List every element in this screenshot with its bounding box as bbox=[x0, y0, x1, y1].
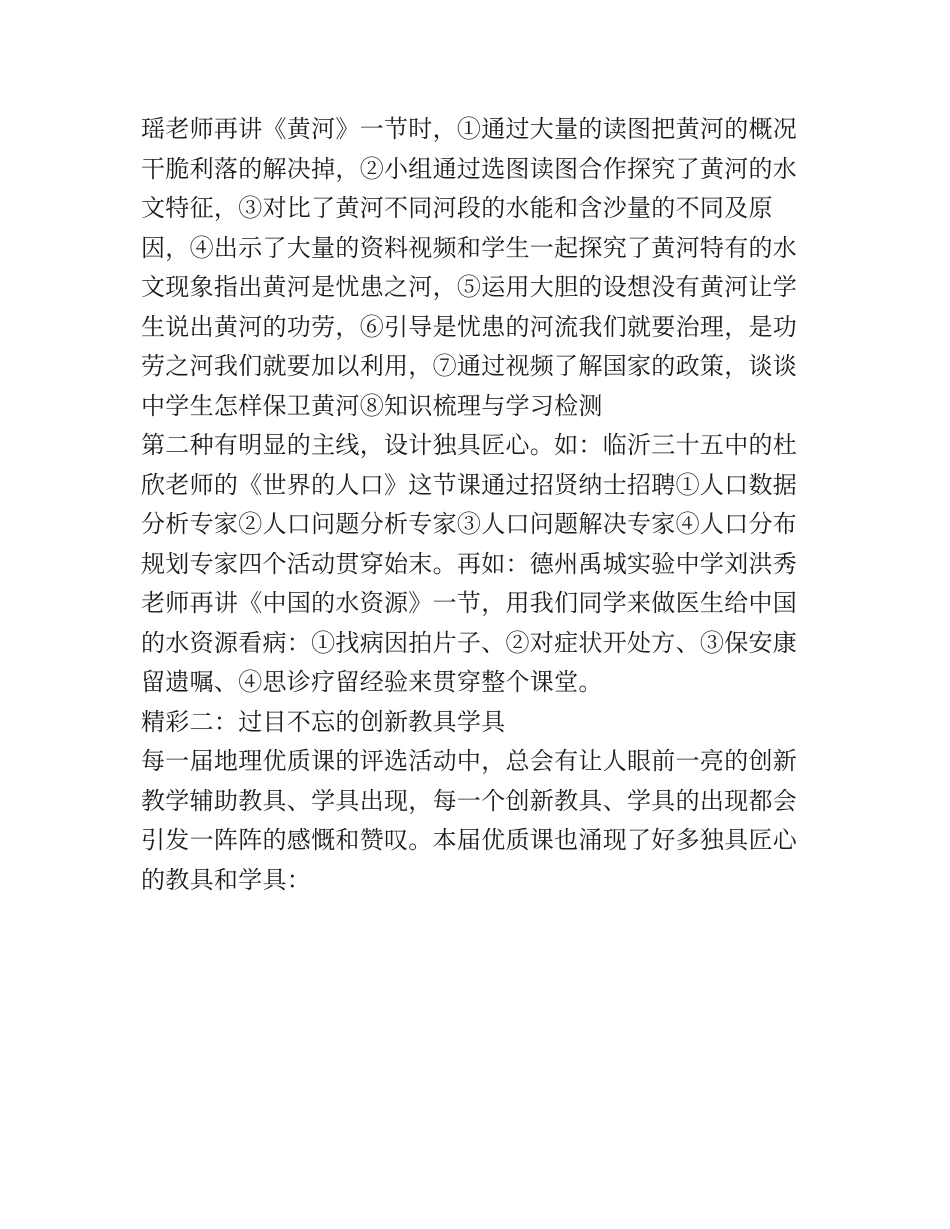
text-line: 的教具和学具： bbox=[141, 865, 312, 894]
text-line: 老师再讲《中国的水资源》一节，用我们同学来做医生给中国 bbox=[141, 589, 798, 617]
text-line: 留遗嘱、④思诊疗留经验来贯穿整个课堂。 bbox=[141, 668, 603, 696]
text-line: 生说出黄河的功劳，⑥引导是忧患的河流我们就要治理，是功 bbox=[141, 312, 798, 341]
text-line: 分析专家②人口问题分析专家③人口问题解决专家④人口分布 bbox=[141, 510, 798, 538]
text-line: 文现象指出黄河是忧患之河，⑤运用大胆的设想没有黄河让学 bbox=[141, 273, 798, 301]
text-line: 瑶老师再讲《黄河》一节时，①通过大量的读图把黄河的概况 bbox=[141, 115, 798, 143]
text-line: 干脆利落的解决掉，②小组通过选图读图合作探究了黄河的水 bbox=[141, 154, 798, 183]
text-line: 第二种有明显的主线，设计独具匠心。如：临沂三十五中的杜 bbox=[141, 431, 798, 459]
text-line: 因，④出示了大量的资料视频和学生一起探究了黄河特有的水 bbox=[141, 233, 798, 262]
section-heading: 精彩二：过目不忘的创新教具学具 bbox=[141, 707, 506, 736]
text-line: 劳之河我们就要加以利用，⑦通过视频了解国家的政策，谈谈 bbox=[141, 352, 798, 380]
text-line: 的水资源看病：①找病因拍片子、②对症状开处方、③保安康 bbox=[141, 628, 798, 657]
text-line: 中学生怎样保卫黄河⑧知识梳理与学习检测 bbox=[141, 391, 603, 420]
text-line: 每一届地理优质课的评选活动中，总会有让人眼前一亮的创新 bbox=[141, 747, 798, 775]
text-line: 规划专家四个活动贯穿始末。再如：德州禹城实验中学刘洪秀 bbox=[141, 549, 798, 578]
text-line: 文特征，③对比了黄河不同河段的水能和含沙量的不同及原 bbox=[141, 194, 773, 222]
text-line: 引发一阵阵的感慨和赞叹。本届优质课也涌现了好多独具匠心 bbox=[141, 826, 798, 854]
text-line: 教学辅助教具、学具出现，每一个创新教具、学具的出现都会 bbox=[141, 786, 798, 815]
text-line: 欣老师的《世界的人口》这节课通过招贤纳士招聘①人口数据 bbox=[141, 470, 798, 499]
body-text bbox=[141, 110, 821, 900]
